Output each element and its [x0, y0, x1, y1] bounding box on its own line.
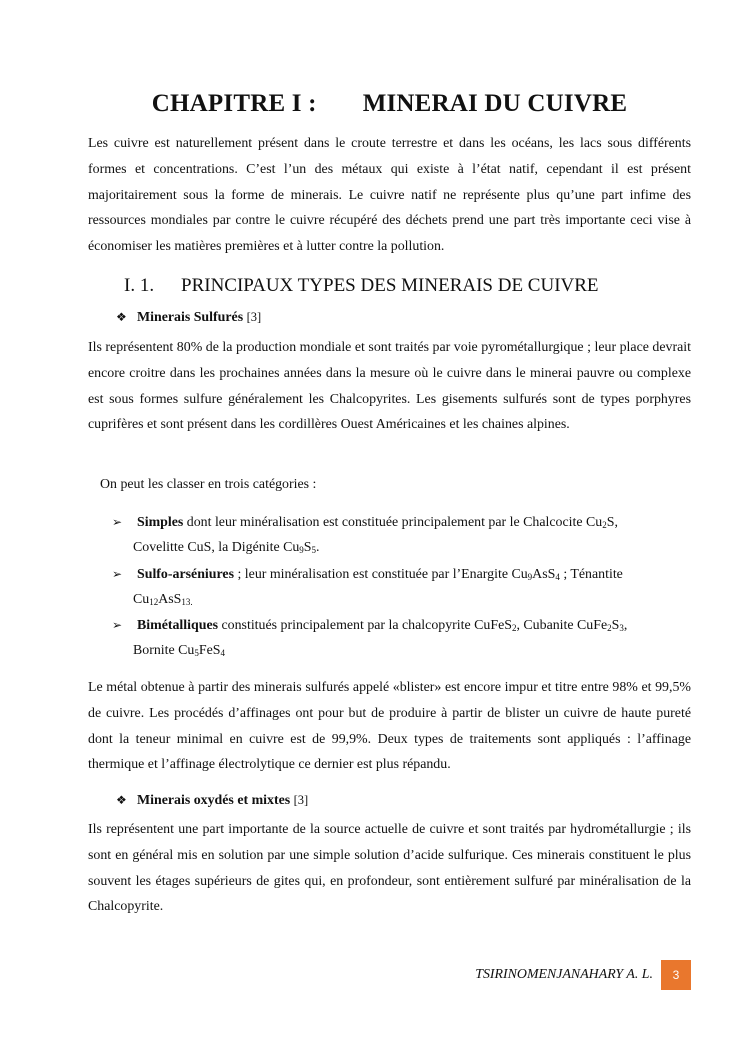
section-heading — [124, 275, 599, 297]
category-name: Sulfo-arséniures — [137, 567, 234, 582]
arrow-bullet-icon: ➢ — [112, 567, 123, 581]
category-name: Simples — [137, 515, 184, 530]
classes-intro: On peut les classer en trois catégories : — [100, 477, 317, 492]
section-title: PRINCIPAUX TYPES DES MINERAIS DE CUIVRE — [181, 275, 599, 296]
reference: [3] — [293, 793, 309, 807]
intro-paragraph: Les cuivre est naturellement présent dans le croute terrestre et dans les océans, les lacs sous différents formes et concentrations. C’est l’un des métaux qui existe à l’état natif, cependant il est présent majoritairement sous la forme de minerais. Le cuivre natif ne représente plus qu’une part infime des ressources mondiales par contre le cuivre récupéré des déchets prend une part très importante ceci vise à économiser les matières premières et à lutter contre la pollution. — [88, 136, 691, 255]
subsection-oxydes — [116, 793, 308, 809]
section-number: I. 1. — [124, 275, 155, 296]
diamond-bullet-icon: ❖ — [116, 310, 127, 324]
category-item: ➢ Bimétalliques constitués principalement par la chalcopyrite CuFeS$_2$, Cubanite $CuFe_2S_3$, Bornite $Cu_5FeS_4$ — [112, 613, 682, 663]
chapter-heading — [88, 90, 691, 118]
footer-author: TSIRINOMENJANAHARY A. L. — [475, 967, 653, 982]
subsection-title: Minerais Sulfurés — [137, 310, 244, 325]
category-name: Bimétalliques — [137, 618, 219, 633]
reference: [3] — [246, 310, 262, 324]
diamond-bullet-icon: ❖ — [116, 793, 127, 807]
arrow-bullet-icon: ➢ — [112, 515, 123, 529]
page-number: 3 — [661, 960, 691, 990]
chapter-label: CHAPITRE I : — [151, 90, 317, 117]
category-item: ➢ Sulfo-arséniures ; leur minéralisation est constituée par l’Enargite $Cu_9AsS_4$ ; Ténantite $Cu_{12}AsS_{13.}$ — [112, 562, 682, 612]
chapter-title: MINERAI DU CUIVRE — [362, 90, 628, 117]
subsection-title: Minerais oxydés et mixtes — [137, 793, 291, 808]
category-item: ➢ Simples dont leur minéralisation est constituée principalement par le Chalcocite $Cu_2S$, Covelitte CuS, la Digénite $Cu_9S_5$. — [112, 510, 682, 560]
arrow-bullet-icon: ➢ — [112, 618, 123, 632]
sulfures-paragraph: Ils représentent 80% de la production mondiale et sont traités par voie pyrométallurgique ; leur place devrait encore croitre dans les prochaines années dans la mesure où le cuivre dans le minerai pauvre ou complexe est sous formes sulfure généralement les Chalcopyrites. Les gisements sulfurés sont de types porphyres cuprifères et sont présent dans les cordillères Ouest Américaines et les chaines alpines. — [88, 340, 691, 433]
blister-paragraph: Le métal obtenue à partir des minerais sulfurés appelé «blister» est encore impur et titre entre 98% et 99,5% de cuivre. Les procédés d’affinages ont pour but de produire à partir de blister un cuivre de haute pureté dont la teneur minimal en cuivre est de 99,9%. Deux types de traitements sont appliqués : l’affinage thermique et l’affinage électrolytique ce dernier est plus répandu. — [88, 680, 691, 773]
oxydes-paragraph: Ils représentent une part importante de la source actuelle de cuivre et sont traités par hydrométallurgie ; ils sont en général mis en solution par une simple solution d’acide sulfurique. Ces minerais constituent le plus souvent les étages supérieurs de gites qui, en profondeur, sont entièrement sulfuré par minéralisation de la Chalcopyrite. — [88, 822, 691, 915]
subsection-sulfures — [116, 310, 261, 326]
